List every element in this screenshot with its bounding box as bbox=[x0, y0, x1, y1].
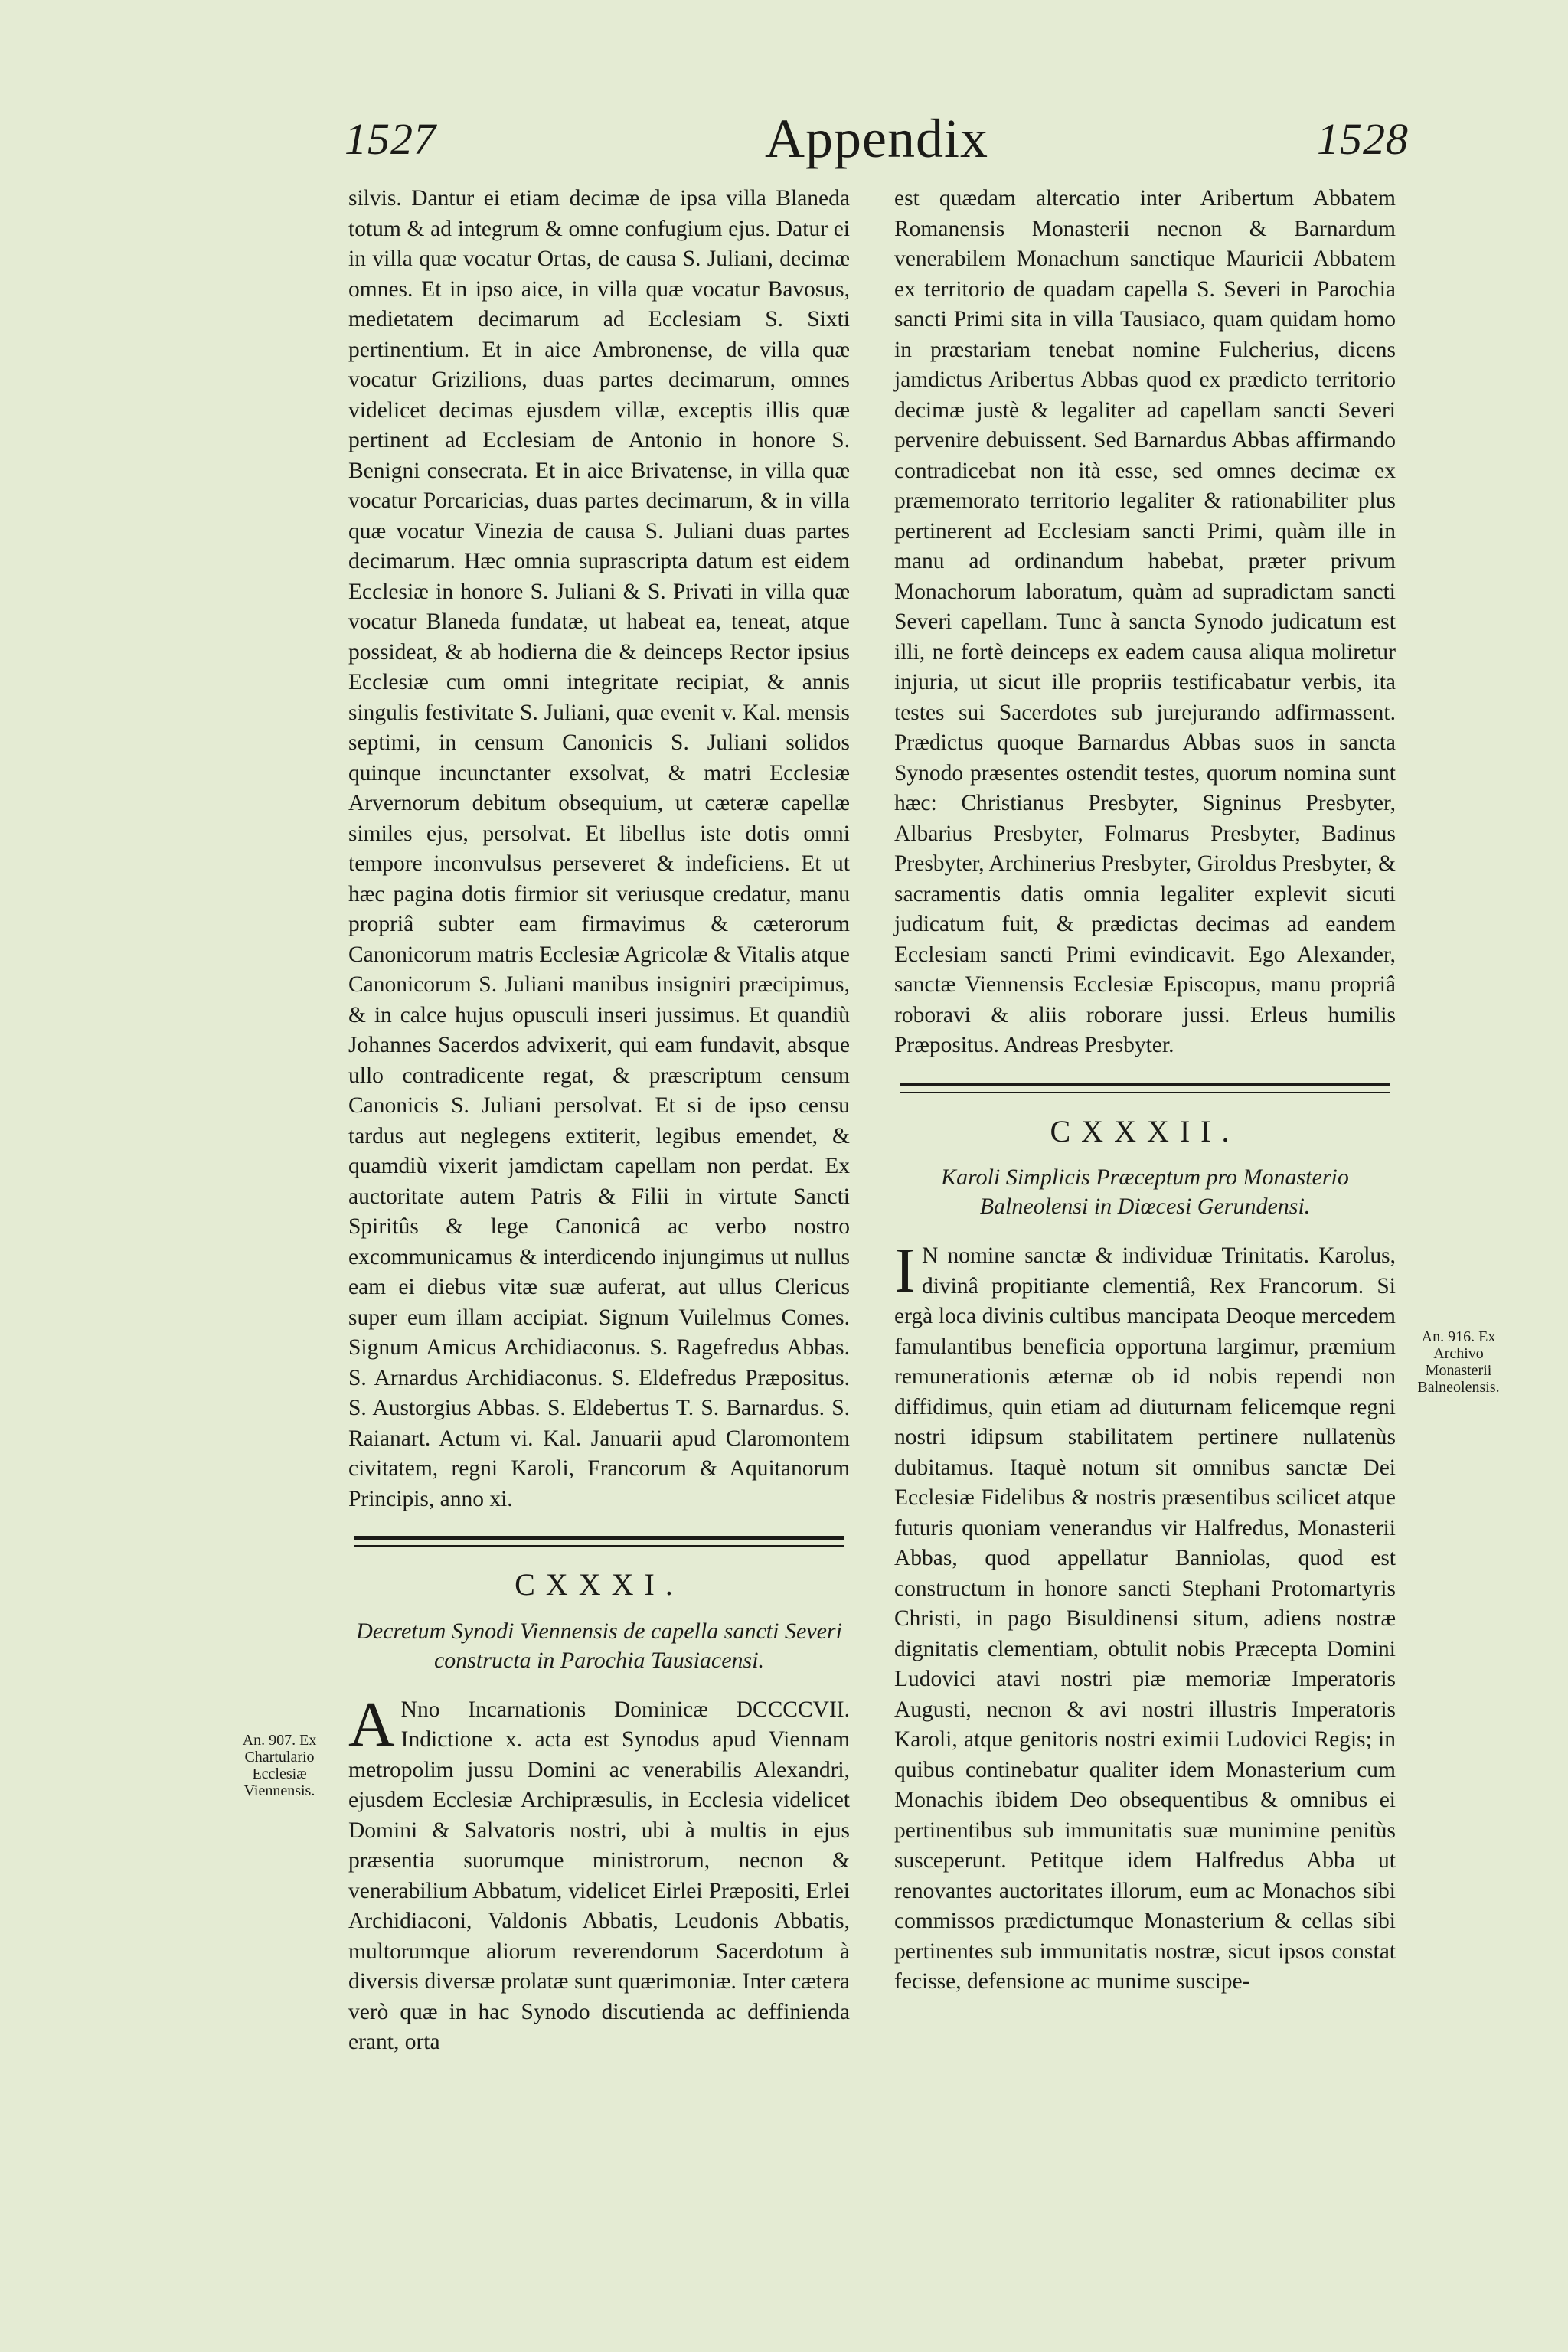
page-header bbox=[345, 107, 1409, 191]
section-title-cxxxii: Karoli Simplicis Præceptum pro Monasterio Balneolensi in Diœcesi Gerundensi. bbox=[941, 1165, 1349, 1219]
drop-cap: A bbox=[348, 1688, 395, 1760]
right-continuation-text: est quædam altercatio inter Aribertum Abbatem Romanensis Monasterii necnon & Barnardum venerabilem Monachum sanctique Mauricii Abbatem ex territorio de quadam capella S. Severi in Parochia sancti Primi sita in villa Tausiaco, quam quidam homo in præstariam tenebat nomine Fulcherius, dicens jamdictus Aribertus Abbas quod ex prædicto territorio decimæ justè & legaliter ad capellam sancti Severi pervenire debuissent. Sed Barnardus Abbas affirmando contradicebat non ità esse, sed omnes decimæ ex præmemorato territorio legaliter & rationabiliter plus pertinerent ad Ecclesiam sancti Primi, quàm ille in manu ad ordinandum habebat, præter privum Monachorum laboratum, quàm ad supradictam sancti Severi capellam. Tunc à sancta Synodo judicatum est illi, ne fortè deinceps ex eadem causa aliqua moliretur injuria, ut sicut ille propriis testificabatur verbis, ita testes sui Sacerdotes sub jurejurando adfirmassent. Prædictus quoque Barnardus Abbas suos in sancta Synodo præsentes ostendit testes, quorum nomina sunt hæc: Christianus Presbyter, Signinus Presbyter, Albarius Presbyter, Folmarus Presbyter, Badinus Presbyter, Archinerius Presbyter, Giroldus Presbyter, & sacramentis datis omnia legaliter explevit sicuti judicatum fuit, & prædictas decimas ad eandem Ecclesiam sancti Primi evindicavit. Ego Alexander, sanctæ Viennensis Ecclesiæ Episcopus, manu propriâ roboravi & aliis roborare jussi. Erleus humilis Præpositus. Andreas Presbyter. bbox=[894, 186, 1396, 1057]
section-divider-rule bbox=[354, 1536, 844, 1547]
running-title: Appendix bbox=[765, 108, 988, 169]
section-divider-rule bbox=[900, 1083, 1390, 1093]
right-page-number: 1528 bbox=[1317, 114, 1409, 164]
left-continuation-text: silvis. Dantur ei etiam decimæ de ipsa villa Blaneda totum & ad integrum & omne confugium ejus. Datur ei in villa quæ vocatur Ortas, de causa S. Juliani, decimæ omnes. Et in ipso aice, in villa quæ vocatur Bavosus, medietatem decimarum ad Ecclesiam S. Sixti pertinentium. Et in aice Ambronense, de villa quæ vocatur Grizilions, duas partes decimarum, omnes videlicet decimas ejusdem villæ, exceptis illis quæ pertinent ad Ecclesiam de Antonio in honore S. Benigni consecrata. Et in aice Brivatense, in villa quæ vocatur Porcaricias, duas partes decimarum, & in villa quæ vocatur Vinezia de causa S. Juliani duas partes decimarum. Hæc omnia suprascripta datum est eidem Ecclesiæ in honore S. Juliani & S. Privati in villa quæ vocatur Blaneda fundatæ, ut habeat ea, teneat, atque possideat, & ab hodierna die & deinceps Rector ipsius Ecclesiæ cum omni integritate recipiat, & annis singulis festivitate S. Juliani, quæ evenit v. Kal. mensis septimi, in censum Canonicis S. Juliani solidos quinque incunctanter exsolvat, & matri Ecclesiæ Arvernorum debitum obsequium, ut cæteræ capellæ similes ejus, persolvat. Et libellus iste dotis omni tempore inconvulsus perseveret & indeficiens. Et ut hæc pagina dotis firmior sit veriusque credatur, manu propriâ subter eam firmavimus & cæterorum Canonicorum matris Ecclesiæ Agricolæ & Vitalis atque Canonicorum S. Juliani manibus insigniri præcipimus, & in calce hujus opusculi inseri jussimus. Et quandiù Johannes Sacerdos advixerit, qui eam fundavit, absque ullo contradicente regat, & præscriptum censum Canonicis S. Juliani persolvat. Et si de ipso censu tardus aut neglegens extiterit, legibus emendet, & quamdiù vixerit jamdictam capellam non perdat. Ex auctoritate autem Patris & Filii in virtute Sancti Spiritûs & lege Canonicâ ac verbo nostro excommunicamus & interdicendo injungimus ut nullus eam ei diebus vitæ suæ auferat, aut ullus Clericus super eum illam accipiat. Signum Vuilelmus Comes. Signum Amicus Archidiaconus. S. Ragefredus Abbas. S. Arnardus Archidiaconus. S. Eldefredus Præpositus. S. Austorgius Abbas. S. Eldebertus T. S. Barnardus. S. Raianart. Actum vi. Kal. Januarii apud Claromontem civitatem, regni Karoli, Francorum & Aquitanorum Principis, anno xi. bbox=[348, 186, 850, 1511]
section-text: N nomine sanctæ & individuæ Trinitatis. Karolus, divinâ propitiante clementiâ, Rex Francorum. Si ergà loca divinis cultibus mancipata Deoque mercedem famulantibus beneficia opportuna largimur, præmium remunerationis æternæ ob id nobis rependi non diffidimus, quin etiam ad diuturnam felicemque regni nostri idipsum stabilitatem pertinere nullatenùs dubitamus. Itaquè notum sit omnibus sanctæ Dei Ecclesiæ Fidelibus & nostris præsentibus scilicet atque futuris quoniam venerandus vir Halfredus, Monasterii Abbas, quod appellatur Banniolas, quod est constructum in honore sancti Stephani Protomartyris Christi, in pago Bisuldinensi situm, adiens nostræ dignitatis clementiam, obtulit nobis Præcepta Domini Ludovici atavi nostri piæ memoriæ Imperatoris Augusti, necnon & avi nostri illustris Imperatoris Karoli, atque genitoris nostri eximii Ludovici Regis; in quibus continebatur qualiter idem Monasterium cum Monachis ibidem Deo obsequentibus & omnibus ei pertinentibus sub immunitatis suæ munimine penitùs susceperunt. Petitque idem Halfredus Abba ut renovantes auctoritates illorum, eum ac Monachos sibi commissos prædictumque Monasterium & cellas sibi pertinentes sub immunitatis nostræ, sicut ipsos constat fecisse, defensione ac munime suscipe- bbox=[894, 1243, 1396, 1994]
right-column bbox=[894, 184, 1396, 1998]
section-text: Nno Incarnationis Dominicæ DCCCCVII. Indictione x. acta est Synodus apud Viennam metropolim jussu Domini ac venerabilis Alexandri, ejusdem Ecclesiæ Archipræsulis, in Ecclesia videlicet Domini & Salvatoris nostri, ubi à multis in ejus præsentia suorumque ministrorum, necnon & venerabilium Abbatum, videlicet Eirlei Præpositi, Erlei Archidiaconi, Valdonis Abbatis, Leudonis Abbatis, multorumque aliorum reverendorum Sacerdotum à diversis diversæ prolatæ sunt quærimoniæ. Inter cætera verò quæ in hac Synodo discutienda ac deffinienda erant, orta bbox=[348, 1697, 850, 2054]
margin-note-right: An. 916. Ex Archivo Monasterii Balneolensis. bbox=[1417, 1328, 1500, 1396]
section-body-cxxxii bbox=[894, 1235, 1396, 1998]
left-column bbox=[348, 184, 850, 2058]
margin-note-left: An. 907. Ex Chartulario Ecclesiæ Viennensis. bbox=[242, 1732, 317, 1799]
section-title-cxxxi: Decretum Synodi Viennensis de capella sancti Severi constructa in Parochia Tausiacensi. bbox=[356, 1618, 842, 1673]
drop-cap: I bbox=[894, 1235, 916, 1306]
left-page-number: 1527 bbox=[345, 114, 436, 164]
section-body-cxxxi bbox=[348, 1688, 850, 2058]
section-number-cxxxi: CXXXI. bbox=[514, 1567, 684, 1602]
section-number-cxxxii: CXXXII. bbox=[1050, 1113, 1240, 1148]
